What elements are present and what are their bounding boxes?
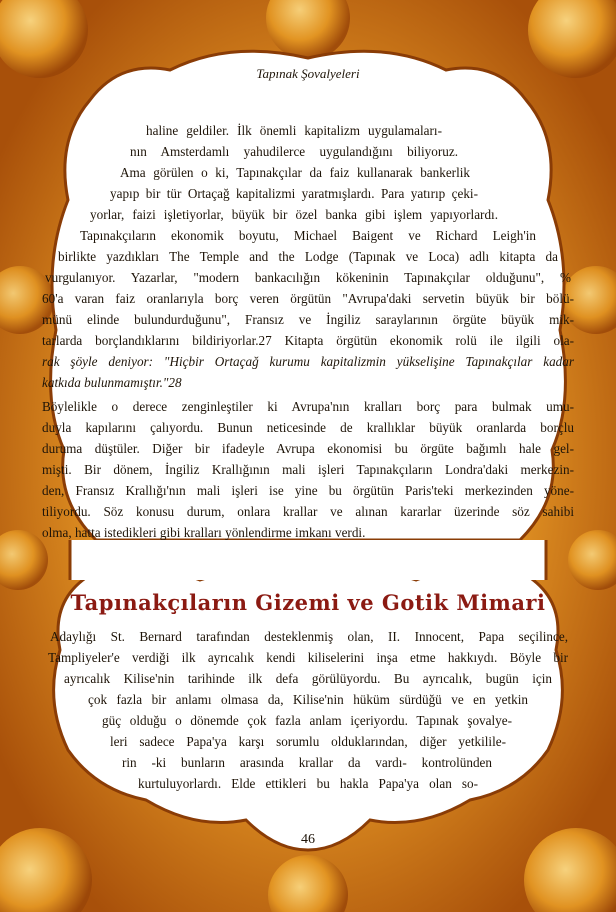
text-line: den, Fransız Krallığı'nın mali işleri ise yine bu örgütün Paris'teki merkezinden yöne- xyxy=(42,483,574,498)
text-line: yapıp bir tür Ortaçağ kapitalizmi yaratmışlardı. Para yatırıp çeki- xyxy=(110,186,478,201)
paragraph-banking xyxy=(0,120,616,393)
running-head: Tapınak Şovalyeleri xyxy=(256,66,360,81)
paragraph-kings-debt xyxy=(0,396,616,543)
text-line: 60'a varan faiz oranlarıyla borç veren örgütün "Avrupa'daki servetin büyük bir bölü- xyxy=(42,291,574,306)
text-line: vurgulanıyor. Yazarlar, "modern bankacılığın kökeninin Tapınakçılar olduğunu", % xyxy=(45,270,571,285)
page-number: 46 xyxy=(301,832,315,847)
paragraph-gothic xyxy=(0,626,616,794)
text-line: kurtuluyorlardı. Elde ettikleri bu hakla Papa'ya olan so- xyxy=(138,776,478,791)
text-line: birlikte yazdıkları The Temple and the Lodge (Tapınak ve Loca) adlı kitapta da xyxy=(58,249,558,264)
text-line: mişti. Bir dönem, İngiliz Krallığının mali işleri Tapınakçıların Londra'daki merkezin- xyxy=(42,462,574,477)
text-line: güç olduğu o dönemde çok fazla anlam içeriyordu. Tapınak şovalye- xyxy=(102,713,512,728)
text-line: rin -ki bunların arasında krallar da vardı- kontrolünden xyxy=(122,755,492,770)
text-line: Adaylığı St. Bernard tarafından desteklenmiş olan, II. Innocent, Papa seçilince, xyxy=(50,629,568,644)
text-line: nın Amsterdamlı yahudilerce uygulandığını biliyoruz. xyxy=(130,144,458,159)
text-line: Ama görülen o ki, Tapınakçılar da faiz kullanarak bankerlik xyxy=(120,165,470,180)
text-line: yorlar, faizi işletiyorlar, büyük bir özel banka gibi işlem yapıyorlardı. xyxy=(90,207,498,222)
text-line: katkıda bulunmamıştır."28 xyxy=(42,375,182,390)
text-line: leri sadece Papa'ya karşı sorumlu olduklarından, diğer yetkilile- xyxy=(110,734,506,749)
text-line: haline geldiler. İlk önemli kapitalizm uygulamaları- xyxy=(146,123,442,138)
text-line: duruma düştüler. Diğer bir ifadeyle Avrupa ekonomisi bu örgüte bağımlı hale gel- xyxy=(42,441,574,456)
text-line: rak şöyle deniyor: "Hiçbir Ortaçağ kurumu kapitalizmin yükselişine Tapınakçılar kadar xyxy=(42,354,574,369)
text-line: çok fazla bir anlamı olmasa da, Kilise'nin hüküm sürdüğü ve en yetkin xyxy=(88,692,528,707)
text-line: Tapınakçıların ekonomik boyutu, Michael Baigent ve Richard Leigh'in xyxy=(80,228,536,243)
text-line: tiliyordu. Söz konusu durum, onlara krallar ve alınan kararlar üzerinde söz sahibi xyxy=(42,504,574,519)
section-heading: Tapınakçıların Gizemi ve Gotik Mimari xyxy=(70,590,546,615)
text-line: olma, hatta istedikleri gibi kralları yönlendirme imkanı verdi. xyxy=(42,525,366,540)
text-line: ayrıcalık Kilise'nin tarihinde ilk defa görülüyordu. Bu ayrıcalık, bugün için xyxy=(64,671,552,686)
text-line: Tampliyeler'e verdiği ilk ayrıcalık kendi kiliselerini inşa etme hakkıydı. Böyle bir xyxy=(48,650,568,665)
text-line: münü elinde bulundurduğunu", Fransız ve İngiliz saraylarının örgüte büyük mik- xyxy=(42,312,574,327)
text-line: duyla kapılarını çalıyordu. Bunun neticesinde de krallıklar büyük oranlarda borçlu xyxy=(42,420,574,435)
text-line: tarlarda borçlandıklarını bildiriyorlar.27 Kitapta örgütün ekonomik rolü ile ilgili ola- xyxy=(42,333,574,348)
text-line: Böylelikle o derece zenginleştiler ki Avrupa'nın kralları borç para bulmak umu- xyxy=(42,399,574,414)
